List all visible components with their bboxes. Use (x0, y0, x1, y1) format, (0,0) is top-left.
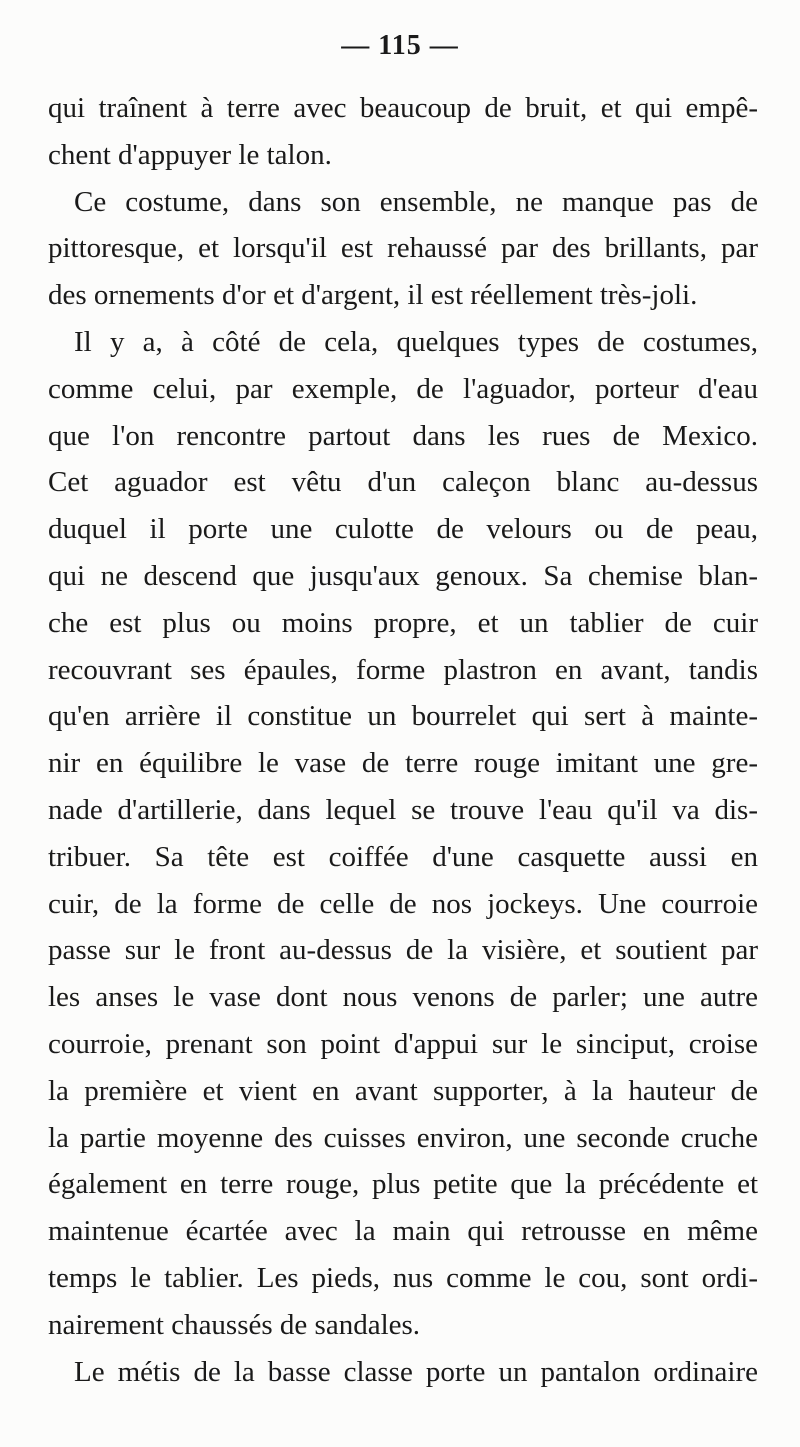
text-line: recouvrant ses épaules, forme plastron en avant, tandis (48, 653, 758, 686)
text-line: la première et vient en avant supporter, à la hauteur de (48, 1074, 758, 1107)
page-number: — 115 — (341, 30, 459, 61)
text-line: tribuer. Sa tête est coiffée d'une casquette aussi en (48, 840, 758, 873)
text-line: également en terre rouge, plus petite que la précédente et (48, 1168, 758, 1201)
text-line: les anses le vase dont nous venons de parler; une autre (48, 981, 758, 1014)
text-line: nir en équilibre le vase de terre rouge imitant une gre- (48, 747, 758, 780)
text-line: che est plus ou moins propre, et un tablier de cuir (48, 606, 758, 639)
text-line: Le métis de la basse classe porte un pantalon ordinaire (74, 1355, 758, 1388)
text-line: cuir, de la forme de celle de nos jockeys. Une courroie (48, 887, 758, 920)
text-line: temps le tablier. Les pieds, nus comme le cou, sont ordi- (48, 1261, 758, 1294)
text-line: Cet aguador est vêtu d'un caleçon blanc au-dessus (48, 466, 758, 499)
text-line: Il y a, à côté de cela, quelques types de costumes, (74, 325, 758, 358)
text-line: qu'en arrière il constitue un bourrelet qui sert à mainte- (48, 700, 758, 733)
text-line: des ornements d'or et d'argent, il est réellement très-joli. (48, 279, 698, 312)
text-line: qui ne descend que jusqu'aux genoux. Sa chemise blan- (48, 559, 758, 592)
text-line: courroie, prenant son point d'appui sur le sinciput, croise (48, 1027, 758, 1060)
text-line: Ce costume, dans son ensemble, ne manque pas de (74, 185, 758, 218)
text-line: comme celui, par exemple, de l'aguador, porteur d'eau (48, 372, 758, 405)
text-line: que l'on rencontre partout dans les rues de Mexico. (48, 419, 758, 452)
body-text (48, 85, 758, 1395)
text-line: qui traînent à terre avec beaucoup de bruit, et qui empê- (48, 92, 758, 124)
text-line: la partie moyenne des cuisses environ, une seconde cruche (48, 1121, 758, 1154)
text-line: chent d'appuyer le talon. (48, 138, 332, 171)
text-line: duquel il porte une culotte de velours ou de peau, (48, 513, 758, 546)
text-line: pittoresque, et lorsqu'il est rehaussé par des brillants, par (48, 232, 758, 265)
text-line: maintenue écartée avec la main qui retrousse en même (48, 1215, 758, 1248)
text-line: passe sur le front au-dessus de la visière, et soutient par (48, 934, 758, 967)
text-line: nade d'artillerie, dans lequel se trouve l'eau qu'il va dis- (48, 793, 758, 826)
text-line: nairement chaussés de sandales. (48, 1308, 421, 1341)
